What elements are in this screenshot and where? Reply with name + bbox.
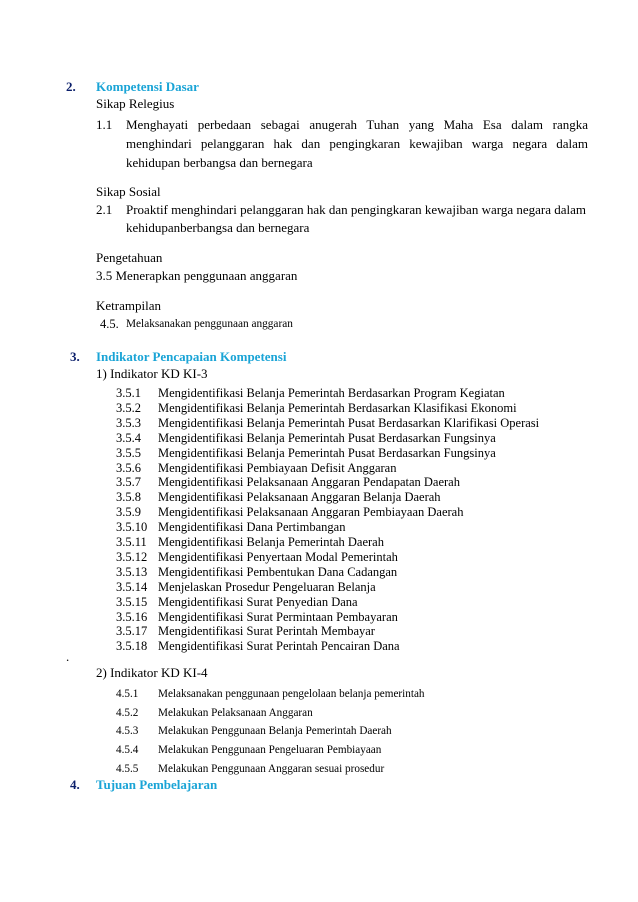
list-item-text: Melaksanakan penggunaan pengelolaan belanja pemerintah [158, 688, 425, 700]
list-item-text: Mengidentifikasi Dana Pertimbangan [158, 520, 346, 535]
list-item-number: 3.5.1 [116, 386, 141, 400]
list-item-number: 3.5.18 [116, 639, 148, 654]
list-item-text: Mengidentifikasi Belanja Pemerintah Daerah [158, 535, 384, 549]
list-item-number: 3.5.8 [116, 490, 141, 505]
list-item-number: 3.5.11 [116, 535, 147, 549]
list-item-text: Mengidentifikasi Belanja Pemerintah Berdasarkan Program Kegiatan [158, 386, 505, 400]
list-item-text: Mengidentifikasi Pembiayaan Defisit Anggaran [158, 460, 397, 475]
list-item [116, 564, 596, 580]
list-item-text: Mengidentifikasi Pembentukan Dana Cadangan [158, 564, 398, 579]
section-2-heading: Kompetensi Dasar [96, 79, 199, 94]
list-item [116, 385, 596, 401]
list-item-number: 4.5.3 [116, 725, 139, 738]
list-item [116, 549, 596, 565]
list-item-number: 3.5.7 [116, 475, 141, 490]
list-item [116, 638, 596, 654]
list-item-text: Mengidentifikasi Pelaksanaan Anggaran Pembiayaan Daerah [158, 505, 464, 520]
list-item-number: 3.5.10 [116, 520, 148, 535]
list-item-number: 3.5.9 [116, 505, 141, 520]
list-item-number: 3.5.6 [116, 460, 141, 475]
list-item-text: Mengidentifikasi Belanja Pemerintah Pusat Berdasarkan Fungsinya [158, 445, 496, 460]
kd-3-5: 3.5 Menerapkan penggunaan anggaran [96, 268, 298, 283]
list-item [116, 742, 596, 758]
list-item [116, 761, 596, 777]
list-item [116, 534, 596, 550]
list-item [116, 579, 596, 595]
kd-2-1-number: 2.1 [96, 202, 113, 217]
list-item-number: 3.5.14 [116, 579, 148, 594]
list-item-number: 3.5.17 [116, 624, 148, 639]
list-item [116, 609, 596, 625]
sikap-sosial-label: Sikap Sosial [96, 184, 161, 199]
kd-1-1-line3: kehidupan berbangsa dan bernegara [126, 155, 313, 170]
list-item [116, 504, 596, 520]
list-item-text: Melakukan Penggunaan Belanja Pemerintah Daerah [158, 725, 392, 738]
kd-1-1-line1: Menghayati perbedaan sebagai anugerah Tuhan yang Maha Esa dalam rangka [126, 117, 588, 132]
stray-dot: . [66, 649, 70, 664]
list-item-number: 3.5.5 [116, 445, 141, 460]
ki3-label: 1) Indikator KD KI-3 [96, 366, 208, 381]
list-item-number: 4.5.4 [116, 744, 139, 757]
list-item [116, 723, 596, 739]
list-item-text: Mengidentifikasi Surat Permintaan Pembayaran [158, 609, 398, 624]
list-item [116, 400, 596, 416]
list-item [116, 445, 596, 461]
list-item-text: Mengidentifikasi Pelaksanaan Anggaran Pendapatan Daerah [158, 475, 460, 490]
list-item-text: Mengidentifikasi Surat Penyedian Dana [158, 594, 358, 609]
kd-4-5-number: 4.5. [100, 317, 119, 331]
list-item [116, 623, 596, 639]
list-item [116, 415, 596, 431]
list-item [116, 594, 596, 610]
list-item-number: 4.5.2 [116, 706, 139, 719]
list-item-text: Mengidentifikasi Surat Perintah Pencairan Dana [158, 639, 400, 654]
kd-4-5-text: Melaksanakan penggunaan anggaran [126, 318, 293, 330]
list-item-text: Melakukan Pelaksanaan Anggaran [158, 706, 313, 719]
list-item [116, 474, 596, 490]
list-item-number: 3.5.4 [116, 430, 141, 445]
kd-1-1-line2: menghindari pelanggaran hak dan pengingkaran kewajiban warga negara dalam [126, 136, 588, 151]
ketrampilan-label: Ketrampilan [96, 298, 161, 313]
list-item [116, 686, 596, 702]
section-4-number: 4. [70, 777, 80, 792]
list-item [116, 430, 596, 446]
kd-2-1-line1: Proaktif menghindari pelanggaran hak dan pengingkaran kewajiban warga negara dalam [126, 202, 586, 217]
sikap-religius-label: Sikap Relegius [96, 96, 175, 111]
kd-2-1-line2: kehidupanberbangsa dan bernegara [126, 220, 310, 235]
list-item-text: Mengidentifikasi Belanja Pemerintah Pusat Berdasarkan Klarifikasi Operasi [158, 415, 540, 430]
list-item-number: 3.5.15 [116, 594, 148, 609]
kd-1-1-number: 1.1 [96, 117, 113, 132]
list-item-number: 3.5.2 [116, 400, 141, 415]
list-item [116, 489, 596, 505]
list-item-text: Mengidentifikasi Pelaksanaan Anggaran Belanja Daerah [158, 490, 441, 505]
list-item-text: Melakukan Penggunaan Anggaran sesuai prosedur [158, 762, 385, 775]
section-2-number: 2. [66, 79, 76, 94]
list-item-number: 3.5.16 [116, 609, 148, 624]
pengetahuan-label: Pengetahuan [96, 250, 163, 265]
list-item [116, 705, 596, 721]
section-3-number: 3. [70, 349, 80, 364]
ki4-label: 2) Indikator KD KI-4 [96, 665, 208, 680]
list-item-text: Mengidentifikasi Surat Perintah Membayar [158, 624, 375, 639]
list-item-text: Melakukan Penggunaan Pengeluaran Pembiayaan [158, 744, 382, 757]
list-item-number: 3.5.13 [116, 564, 148, 579]
list-item-number: 4.5.1 [116, 688, 139, 700]
list-item-text: Mengidentifikasi Penyertaan Modal Pemerintah [158, 549, 398, 564]
list-item [116, 519, 596, 535]
list-item-number: 3.5.3 [116, 415, 141, 430]
list-item-number: 3.5.12 [116, 549, 148, 564]
list-item-number: 4.5.5 [116, 762, 139, 775]
list-item-text: Mengidentifikasi Belanja Pemerintah Berdasarkan Klasifikasi Ekonomi [158, 400, 517, 415]
list-item [116, 460, 596, 476]
section-4-heading: Tujuan Pembelajaran [96, 777, 218, 792]
section-3-heading: Indikator Pencapaian Kompetensi [96, 349, 287, 364]
list-item-text: Mengidentifikasi Belanja Pemerintah Pusat Berdasarkan Fungsinya [158, 430, 496, 445]
list-item-text: Menjelaskan Prosedur Pengeluaran Belanja [158, 579, 376, 594]
